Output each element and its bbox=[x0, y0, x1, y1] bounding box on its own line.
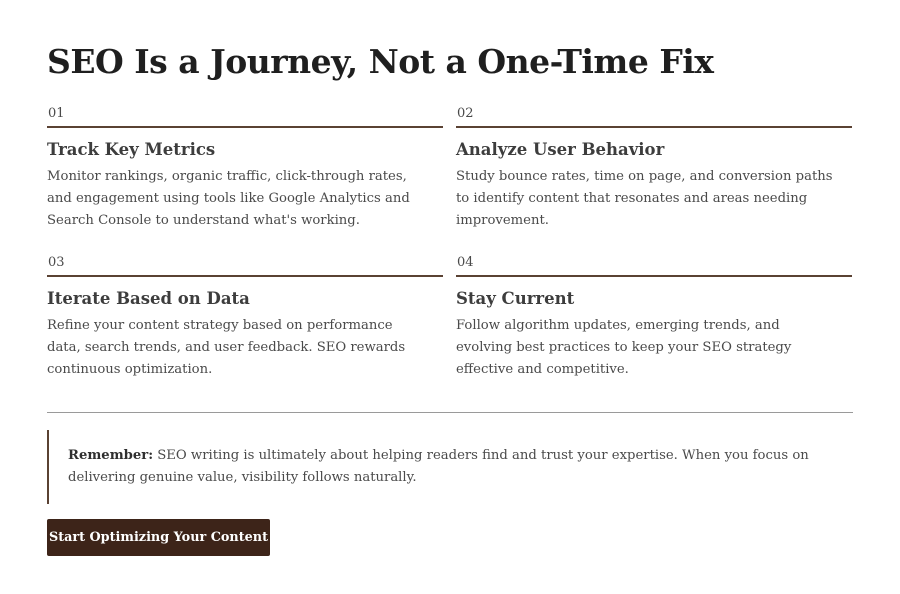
step-number: 03 bbox=[48, 255, 65, 270]
step-number: 02 bbox=[457, 106, 474, 121]
page-title: SEO Is a Journey, Not a One-Time Fix bbox=[47, 42, 714, 81]
callout-body: SEO writing is ultimately about helping readers find and trust your expertise. When you focus on delivering genuine value, visibility follows naturally. bbox=[68, 448, 809, 485]
step-description: Follow algorithm updates, emerging trends, and evolving best practices to keep your SEO strategy effective and competitive. bbox=[456, 318, 792, 377]
step-card-stay-current bbox=[456, 255, 852, 381]
step-divider bbox=[47, 126, 443, 128]
step-number: 04 bbox=[457, 255, 474, 270]
step-description: Monitor rankings, organic traffic, click-through rates, and engagement using tools like Google Analytics and Search Console to understand what's working. bbox=[47, 169, 410, 228]
page-content bbox=[47, 40, 853, 545]
step-title: Analyze User Behavior bbox=[456, 140, 665, 159]
step-number: 01 bbox=[48, 106, 65, 121]
callout-label: Remember: bbox=[68, 448, 154, 463]
section-divider bbox=[47, 412, 853, 413]
step-divider bbox=[47, 275, 443, 277]
step-divider bbox=[456, 275, 852, 277]
start-optimizing-button[interactable]: Start Optimizing Your Content bbox=[47, 519, 270, 556]
step-card-iterate-data bbox=[47, 255, 443, 381]
step-title: Iterate Based on Data bbox=[47, 289, 250, 308]
remember-callout bbox=[47, 430, 853, 504]
step-card-track-metrics bbox=[47, 106, 443, 232]
step-title: Stay Current bbox=[456, 289, 575, 308]
step-title: Track Key Metrics bbox=[47, 140, 216, 159]
step-card-analyze-behavior bbox=[456, 106, 852, 232]
callout-text bbox=[68, 445, 853, 489]
step-divider bbox=[456, 126, 852, 128]
step-description: Refine your content strategy based on performance data, search trends, and user feedback. SEO rewards continuous optimization. bbox=[47, 318, 406, 377]
step-description: Study bounce rates, time on page, and conversion paths to identify content that resonates and areas needing improvement. bbox=[456, 169, 833, 228]
